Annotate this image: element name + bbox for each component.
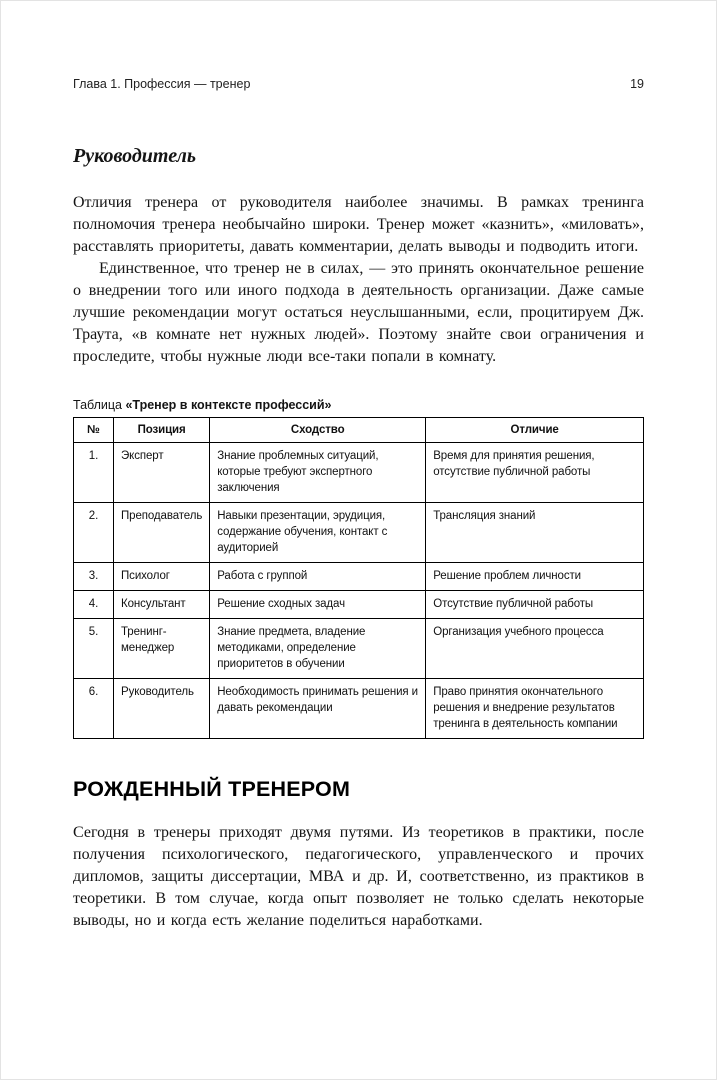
paragraph: Сегодня в тренеры приходят двумя путями. Из теоретиков в практики, после получения психологического, педагогического, управленческого и прочих дипломов, защиты диссертации, МВА и др. И, соответственно, из практиков в теоретики. В том случае, когда опыт позволяет не только сделать некоторые выводы, но и когда есть желание поделиться наработками. — [73, 824, 644, 929]
table-row — [74, 679, 644, 739]
table-cell-similarity: Навыки презентации, эрудиция, содержание обучения, контакт с аудиторией — [210, 503, 426, 563]
table-cell-similarity: Знание предмета, владение методиками, определение приоритетов в обучении — [210, 619, 426, 679]
table-row — [74, 443, 644, 503]
table-cell-num: 5. — [74, 619, 114, 679]
section-title-leader: Руководитель — [73, 145, 196, 167]
table-caption-prefix: Таблица — [73, 398, 126, 412]
paragraph: Отличия тренера от руководителя наиболее значимы. В рамках тренинга полномочия тренера необычайно широки. Тренер может «казнить», «миловать», расставлять приоритеты, давать комментарии, делать выводы и подводить итоги. — [73, 194, 644, 255]
table-caption-title: «Тренер в контексте профессий» — [125, 398, 332, 412]
table-cell-num: 6. — [74, 679, 114, 739]
table-cell-difference: Организация учебного процесса — [426, 619, 644, 679]
paragraph: Единственное, что тренер не в силах, — это принять окончательное решение о внедрении того или иного подхода в деятельность организации. Даже самые лучшие рекомендации могут остаться неуслышанными, если, процитируем Дж. Траута, «в комнате нет нужных людей». Поэтому знайте свои ограничения и проследите, чтобы нужные люди все-таки попали в комнату. — [73, 260, 644, 365]
table-cell-num: 4. — [74, 591, 114, 619]
page-number: 19 — [630, 77, 644, 91]
table-header-similarity: Сходство — [210, 418, 426, 443]
running-head — [73, 77, 644, 91]
table-row — [74, 619, 644, 679]
table-cell-difference: Время для принятия решения, отсутствие публичной работы — [426, 443, 644, 503]
table-cell-difference: Решение проблем личности — [426, 563, 644, 591]
table-row — [74, 591, 644, 619]
table-cell-position: Консультант — [114, 591, 210, 619]
table-cell-similarity: Работа с группой — [210, 563, 426, 591]
table-row — [74, 503, 644, 563]
table-caption — [73, 398, 644, 412]
table-cell-position: Тренинг-менеджер — [114, 619, 210, 679]
table-cell-position: Руководитель — [114, 679, 210, 739]
table-cell-similarity: Необходимость принимать решения и давать рекомендации — [210, 679, 426, 739]
table-header-position: Позиция — [114, 418, 210, 443]
table-cell-position: Преподаватель — [114, 503, 210, 563]
table-row — [74, 563, 644, 591]
table-header-num: № — [74, 418, 114, 443]
table-cell-difference: Отсутствие публичной работы — [426, 591, 644, 619]
table-cell-num: 1. — [74, 443, 114, 503]
table-cell-position: Эксперт — [114, 443, 210, 503]
professions-table — [73, 417, 644, 739]
table-cell-num: 2. — [74, 503, 114, 563]
table-cell-similarity: Знание проблемных ситуаций, которые требуют экспертного заключения — [210, 443, 426, 503]
section-title-born-trainer: РОЖДЕННЫЙ ТРЕНЕРОМ — [73, 777, 351, 801]
table-header-row — [74, 418, 644, 443]
table-cell-num: 3. — [74, 563, 114, 591]
table-cell-position: Психолог — [114, 563, 210, 591]
table-cell-similarity: Решение сходных задач — [210, 591, 426, 619]
table-cell-difference: Трансляция знаний — [426, 503, 644, 563]
chapter-title: Глава 1. Профессия — тренер — [73, 77, 251, 91]
table-cell-difference: Право принятия окончательного решения и внедрение результатов тренинга в деятельность компании — [426, 679, 644, 739]
table-header-difference: Отличие — [426, 418, 644, 443]
